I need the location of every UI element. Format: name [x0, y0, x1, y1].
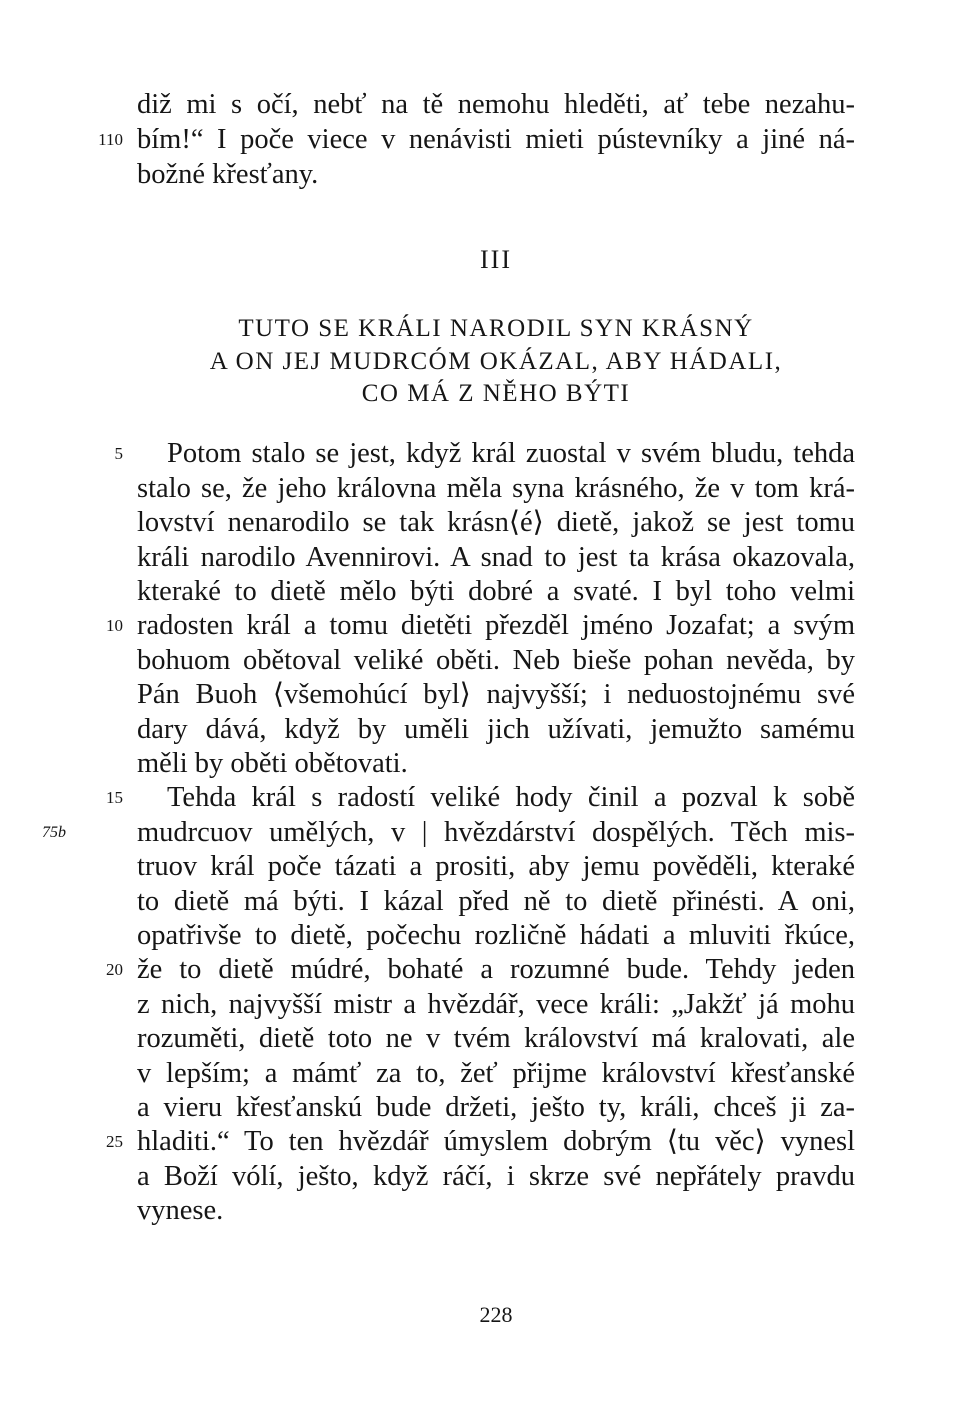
line-number-15: 15 [106, 788, 123, 807]
text-line-body-19: v lepším; a mámť za to, žeť přijme království křesťanské [137, 1058, 855, 1089]
page-number: 228 [479, 1302, 513, 1327]
text-line-body-15: opatřivše to dietě, počechu rozličně hádati a mluviti řkúce, [137, 920, 855, 951]
text-line-body-1: Potom stalo se jest, když král zuostal v svém bludu, tehda [167, 438, 855, 469]
text-line-intro-3: božné křesťany. [137, 159, 319, 190]
text-line-body-13: truov král poče tázati a prositi, aby jemu pověděli, kteraké [137, 851, 855, 882]
chapter-heading-line-1: TUTO SE KRÁLI NARODIL SYN KRÁSNÝ [238, 315, 754, 342]
text-line-body-4: králi narodilo Avennirovi. A snad to jest ta krása okazovala, [137, 542, 855, 573]
line-number-10: 10 [106, 616, 123, 635]
text-line-body-3: lovství nenarodilo se tak krásn⟨é⟩ dietě, jakož se jest tomu [137, 507, 855, 538]
line-number-110: 110 [98, 130, 123, 149]
line-number-25: 25 [106, 1132, 123, 1151]
text-line-body-17: z nich, najvyšší mistr a hvězdář, vece králi: „Jakžť já mohu [137, 989, 855, 1020]
chapter-heading-line-2: A ON JEJ MUDRCÓM OKÁZAL, ABY HÁDALI, [209, 348, 783, 375]
text-line-body-18: rozuměti, dietě toto ne v tvém království má kralovati, ale [137, 1023, 855, 1054]
text-line-body-21: hladiti.“ To ten hvězdář úmyslem dobrým ⟨tu věc⟩ vynesl [137, 1126, 855, 1157]
text-line-body-11: Tehda král s radostí veliké hody činil a pozval k sobě [167, 782, 855, 813]
text-line-body-12: mudrcuov umělých, v | hvězdárství dospělých. Těch mis- [137, 817, 855, 848]
text-line-body-9: dary dává, když by uměli jich užívati, jemužto samému [137, 714, 855, 745]
text-line-intro-2: bím!“ I poče viece v nenávisti mieti pústevníky a jiné ná- [137, 124, 855, 155]
folio-marker: 75b [42, 824, 66, 841]
text-line-body-8: Pán Buoh ⟨všemohúcí byl⟩ najvyšší; i neduostojnému své [137, 679, 855, 710]
text-line-body-7: bohuom obětoval veliké oběti. Neb bieše pohan nevěda, by [137, 645, 855, 676]
text-line-body-5: kteraké to dietě mělo býti dobré a svaté. I byl toho velmi [137, 576, 855, 607]
text-line-body-6: radosten král a tomu dietěti přezděl jméno Jozafat; a svým [137, 610, 855, 641]
text-line-body-20: a vieru křesťanskú bude držeti, ješto ty, králi, chceš ji za- [137, 1092, 855, 1123]
line-number-5: 5 [114, 444, 123, 463]
line-number-20: 20 [106, 960, 123, 979]
text-line-body-14: to dietě má býti. I kázal před ně to dietě přinésti. A oni, [137, 886, 855, 917]
chapter-number: III [480, 245, 512, 274]
text-line-body-22: a Boží vólí, ješto, když ráčí, i skrze své nepřátely pravdu [137, 1161, 855, 1192]
text-line-intro-1: diž mi s očí, nebť na tě nemohu hleděti, ať tebe nezahu- [137, 89, 855, 120]
text-line-body-10: měli by oběti obětovati. [137, 748, 408, 779]
text-line-body-23: vynese. [137, 1195, 224, 1226]
chapter-heading-line-3: CO MÁ Z NĚHO BÝTI [361, 380, 631, 407]
text-line-body-16: že to dietě múdré, bohaté a rozumné bude. Tehdy jeden [137, 954, 855, 985]
text-line-body-2: stalo se, že jeho královna měla syna krásného, že v tom krá- [137, 473, 855, 504]
